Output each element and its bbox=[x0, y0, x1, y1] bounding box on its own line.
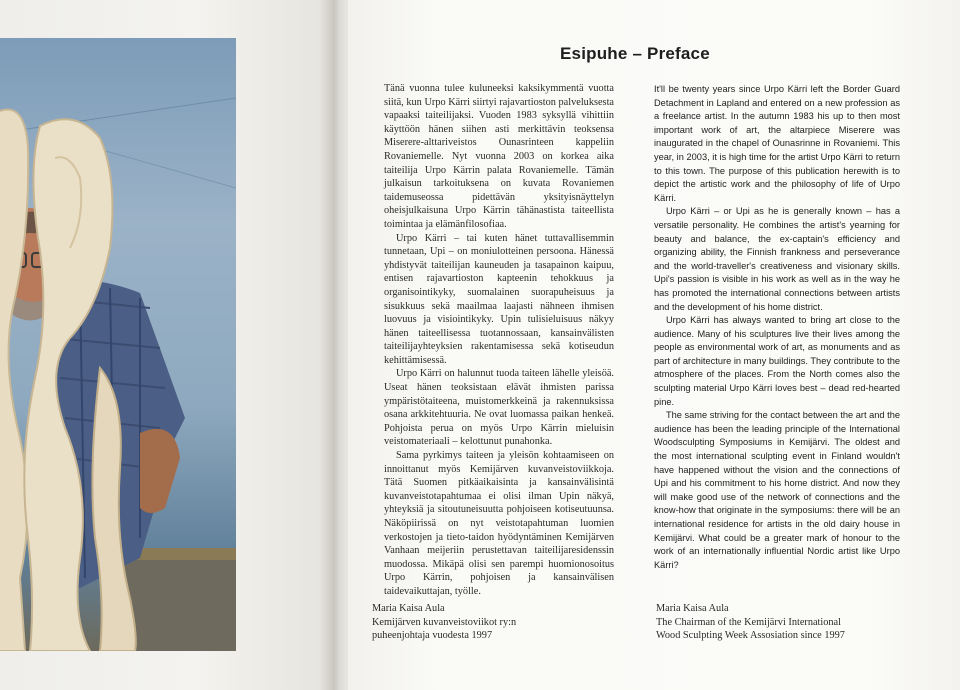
english-text-column bbox=[654, 83, 900, 572]
signature-title-line: Kemijärven kuvanveistoviikot ry:n bbox=[372, 616, 517, 628]
english-paragraph: The same striving for the contact between the art and the audience has been the leading principle of the International Woodsculpting Symposiums in Kemijärvi. The oldest and the most international sculpting event in Finland wouldn't have happened without the vision and the connections of Upi and his commitment to his home district. And now they will make good use of the network of connections and the know-how that originate in the symposiums: there will be an international residence for artists in the old dairy house in Kemijärvi. What could be a greater mark of honour to the work of an internationally influential Nordic artist like Urpo Kärri? bbox=[654, 410, 900, 570]
page-title: Esipuhe – Preface bbox=[560, 44, 710, 63]
english-paragraph: Urpo Kärri – or Upi as he is generally known – has a versatile personality. He combines the artist's yearning for beauty and balance, the ex-captain's efficiency and organizing ability, the Finnish frankness and perseverance and the world-traveller's creativeness and visionary skills. Upi's passion is visible in his work as well as in the way he has promoted the international connections between artists and the development of his home district. bbox=[654, 206, 900, 312]
finnish-signature bbox=[372, 602, 632, 643]
english-signature bbox=[656, 602, 946, 643]
signature-name: Maria Kaisa Aula bbox=[656, 603, 729, 614]
sculpture-left bbox=[0, 110, 28, 651]
finnish-paragraph: Tänä vuonna tulee kuluneeksi kaksikymmentä vuotta siitä, kun Urpo Kärri siirtyi rajavartioston palveluksesta vapaaksi taiteilijaksi. Vuoden 1983 syksyllä vihittiin käyttöön hänen siihen asti merkittävin teoksensa Miserere-alttariveistos Ounasrinteen kappeliin Rovaniemelle. Nyt vuonna 2003 on korkea aika taiteilija Urpo Kärrin palata Rovaniemelle. Tämän julkaisun tarkoituksena on kuvata Rovaniemen taidemuseossa pidettävän yksityisnäyttelyn oheisjulkaisuna Urpo Kärrin tähänastista taiteellista toimintaa ja elämänfilosofiaa. bbox=[384, 83, 614, 230]
signature-title-line: puheenjohtaja vuodesta 1997 bbox=[372, 630, 493, 642]
finnish-paragraph: Urpo Kärri on halunnut tuoda taiteen lähelle yleisöä. Useat hänen teoksistaan elävät ihmisten parissa ympäristötaiteena, muistomerkkeinä ja rakennuksissa osana arkkitehtuuria. Ne ovat luomassa paikan henkeä. Pohjoista perua on myös Urpo Kärrin mieluisin veistomateriaali – kelottunut punahonka. bbox=[384, 368, 614, 448]
left-page bbox=[0, 0, 328, 690]
finnish-paragraph: Urpo Kärri – tai kuten hänet tuttavallisemmin tunnetaan, Upi – on moniulotteinen persoona. Hänessä yhdistyvät taiteilijan kauneuden ja tasapainon kaipuu, entisen rajavartioston kapteenin tehokkuus ja organisointikyky, suomalainen suorapuheisuus ja sisukkuus sekä maailmaa laajasti nähneen ihmisen luovuus ja visiointikyky. Upin tulisieluisuus näkyy hänen taiteellisessa tuotannossaan, kansainvälisten taiteilijayhteyksien rakentamisessa sekä kotiseudun kehittämisessä. bbox=[384, 232, 614, 366]
signature-title-line: The Chairman of the Kemijärvi International bbox=[656, 616, 841, 628]
finnish-text-column bbox=[384, 82, 614, 599]
photo-illustration bbox=[0, 38, 236, 651]
man-arm bbox=[140, 429, 180, 513]
signature-name: Maria Kaisa Aula bbox=[372, 603, 445, 614]
signature-title-line: Wood Sculpting Week Assosiation since 1997 bbox=[656, 630, 845, 642]
finnish-paragraph: Sama pyrkimys taiteen ja yleisön kohtaamiseen on innoittanut myös Kemijärven kuvanveistoviikkoja. Tätä Suomen pitkäaikaisinta ja kansainvälisintä kuvanveistotapahtumaa ei olisi ilman Upin näkyä, yhteyksiä ja sitoutuneisuutta pohjoiseen kotiseutuunsa. Näköpiirissä on nyt veistotapahtuman luomien verkostojen ja tieto-taidon hyödyntäminen Kemijärven Vanhaan meijeriin perustettavan taiteilijaresidenssin muodossa. Mikäpä olisi sen parempi huomionosoitus Urpo Kärrin, pohjoisen ja kansainvälisen taidevaikuttajan, työlle. bbox=[384, 450, 614, 597]
tent-line bbox=[0, 98, 236, 133]
sculpture-photo bbox=[0, 38, 236, 651]
english-paragraph: It'll be twenty years since Urpo Kärri left the Border Guard Detachment in Lapland and entered on a new profession as a freelance artist. In the autumn 1983 his up to then most important work of art, the altarpiece Miserere was inaugurated in the chapel of Ounasrinne in Rovaniemi. This year, in 2003, it is high time for the artist Urpo Kärri to return to this town. The purpose of this publication herewith is to depict the artistic work and the philosophy of life of Urpo Kärri. bbox=[654, 84, 900, 203]
bench bbox=[130, 548, 236, 560]
english-paragraph: Urpo Kärri has always wanted to bring art close to the audience. Many of his sculptures live their lives among the people as environmental work of art, as monuments and as part of architecture in many buildings. They contribute to the atmosphere of the places. From the North comes also the sculpting material Urpo Kärri loves best – dead red-hearted pine. bbox=[654, 315, 900, 407]
